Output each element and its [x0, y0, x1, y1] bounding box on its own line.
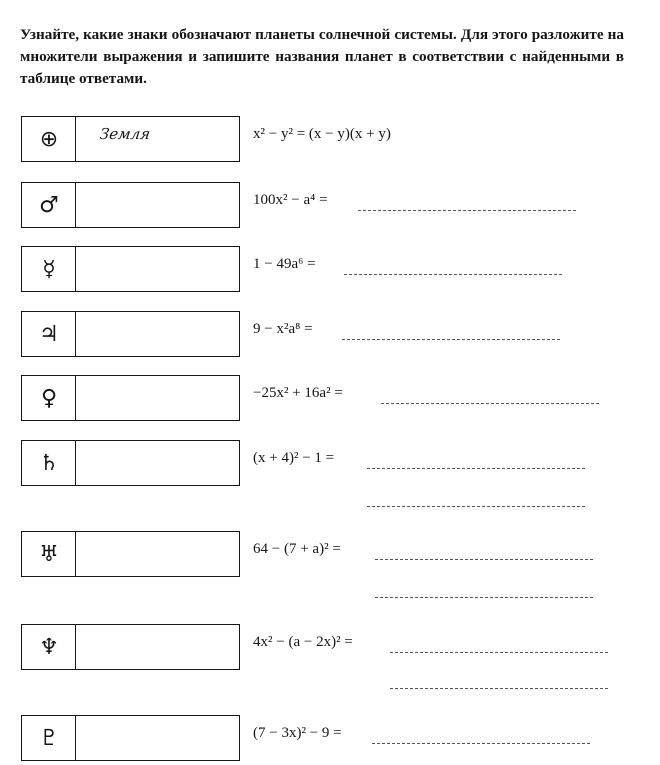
planet-name-field[interactable] [75, 116, 240, 162]
answer-line[interactable] [375, 559, 593, 560]
earth-symbol-icon: ⊕ [21, 116, 76, 162]
planet-row-uranus [0, 531, 660, 581]
answer-line-continuation[interactable] [375, 597, 593, 598]
jupiter-symbol-icon: ♃ [21, 311, 76, 357]
answer-line[interactable] [381, 403, 599, 404]
planet-row-jupiter [0, 311, 660, 361]
expression-text: −25x² + 16a² = [253, 385, 343, 401]
planet-name-field[interactable] [75, 715, 240, 761]
task-instructions: Узнайте, какие знаки обозначают планеты солнечной системы. Для этого разложите на множители выражения и запишите названия планет в соответствии с найденными в таблице ответами. [20, 26, 624, 87]
planet-row-mercury [0, 246, 660, 296]
planet-name-field[interactable] [75, 531, 240, 577]
planet-name-field[interactable] [75, 182, 240, 228]
neptune-symbol-icon: ♆ [21, 624, 76, 670]
answer-line[interactable] [390, 652, 608, 653]
expression-text: 1 − 49a⁶ = [253, 256, 316, 272]
planet-row-pluto [0, 715, 660, 765]
planet-name-field[interactable] [75, 246, 240, 292]
planet-row-mars [0, 182, 660, 232]
pluto-symbol-icon: ♇ [21, 715, 76, 761]
expression-text: x² − y² = (x − y)(x + y) [253, 126, 391, 142]
answer-line-continuation[interactable] [390, 688, 608, 689]
expression-text: (x + 4)² − 1 = [253, 450, 335, 466]
handwritten-answer: Земля [98, 125, 152, 143]
answer-line[interactable] [342, 339, 560, 340]
planet-row-saturn [0, 440, 660, 490]
answer-line[interactable] [372, 743, 590, 744]
planet-name-field[interactable] [75, 311, 240, 357]
expression-text: 9 − x²a⁸ = [253, 321, 313, 337]
answer-line[interactable] [344, 274, 562, 275]
expression-text: (7 − 3x)² − 9 = [253, 725, 342, 741]
mars-symbol-icon: ♂ [21, 182, 76, 228]
expression-text: 4x² − (a − 2x)² = [253, 634, 353, 650]
planet-row-earth [0, 116, 660, 166]
planet-name-field[interactable] [75, 375, 240, 421]
answer-line[interactable] [367, 468, 585, 469]
expression-text: 64 − (7 + a)² = [253, 541, 341, 557]
planet-name-field[interactable] [75, 624, 240, 670]
mercury-symbol-icon: ☿ [21, 246, 76, 292]
answer-line-continuation[interactable] [367, 506, 585, 507]
planet-row-neptune [0, 624, 660, 674]
venus-symbol-icon: ♀ [21, 375, 76, 421]
expression-text: 100x² − a⁴ = [253, 192, 328, 208]
uranus-symbol-icon: ♅ [21, 531, 76, 577]
saturn-symbol-icon: ♄ [21, 440, 76, 486]
answer-line[interactable] [358, 210, 576, 211]
planet-row-venus [0, 375, 660, 425]
planet-name-field[interactable] [75, 440, 240, 486]
